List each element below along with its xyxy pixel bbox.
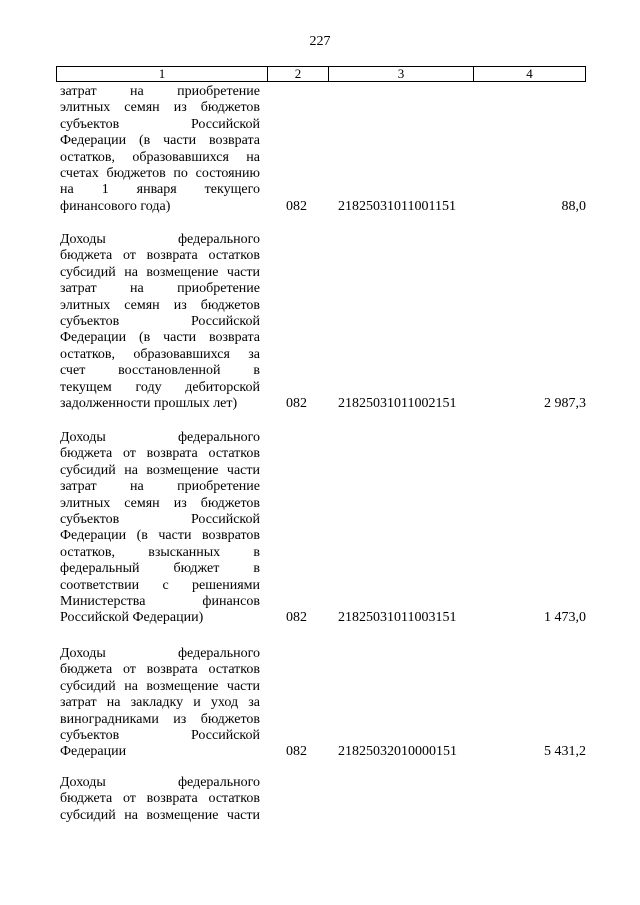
amount-value: 1 473,0 [544, 610, 586, 626]
description-line: виноградниками из бюджетов [60, 711, 260, 727]
description-line: субсидий на возмещение части [60, 264, 260, 280]
header-col-4: 4 [526, 66, 533, 81]
description-line: субсидий на возмещение части [60, 807, 260, 823]
description-line: затрат на приобретение [60, 479, 260, 495]
description-line: элитных семян из бюджетов [60, 297, 260, 313]
description-line: федеральный бюджет в [60, 561, 260, 577]
header-col-2: 2 [268, 67, 329, 81]
amount-value: 5 431,2 [544, 744, 586, 760]
revenue-description [60, 84, 260, 215]
description-line: бюджета от возврата остатков [60, 662, 260, 678]
description-line: бюджета от возврата остатков [60, 791, 260, 807]
revenue-description [60, 430, 260, 627]
budget-classification-code: 21825032010000151 [338, 744, 457, 760]
description-line: субъектов Российской [60, 728, 260, 744]
description-line: Министерства финансов [60, 594, 260, 610]
description-line: бюджета от возврата остатков [60, 248, 260, 264]
description-line: затрат на закладку и уход за [60, 695, 260, 711]
description-line: субсидий на возмещение части [60, 678, 260, 694]
amount-value: 2 987,3 [544, 396, 586, 412]
description-line: затрат на приобретение [60, 281, 260, 297]
page-number: 227 [309, 34, 331, 49]
description-line: финансового года) [60, 198, 171, 214]
table-header [56, 66, 586, 82]
description-line: Федерации (в части возврата [60, 133, 260, 149]
administrator-code: 082 [286, 610, 307, 626]
description-line: бюджета от возврата остатков [60, 446, 260, 462]
budget-classification-code: 21825031011001151 [338, 198, 456, 214]
table-row [60, 646, 586, 761]
description-line: Доходы федерального [60, 775, 260, 790]
description-line: элитных семян из бюджетов [60, 100, 260, 116]
description-line: Доходы федерального [60, 430, 260, 445]
revenue-description [60, 232, 260, 412]
description-line: текущем году дебиторской [60, 379, 260, 395]
table-row [60, 84, 586, 215]
description-line: субсидий на возмещение части [60, 462, 260, 478]
administrator-code: 082 [286, 198, 307, 214]
amount-value: 88,0 [561, 198, 586, 214]
description-line: Федерации (в части возврата [60, 330, 260, 346]
description-line: Доходы федерального [60, 646, 260, 661]
description-line: Федерации [60, 744, 127, 760]
description-line: счет восстановленной в [60, 363, 260, 379]
revenue-description [60, 775, 260, 824]
budget-classification-code: 21825031011003151 [338, 610, 457, 626]
revenue-description [60, 646, 260, 761]
description-line: затрат на приобретение [60, 84, 260, 99]
description-line: Российской Федерации) [60, 610, 204, 626]
description-line: элитных семян из бюджетов [60, 495, 260, 511]
budget-classification-code: 21825031011002151 [338, 396, 457, 412]
description-line: остатков, образовавшихся на [60, 149, 260, 165]
administrator-code: 082 [286, 396, 307, 412]
table-row [60, 775, 586, 824]
description-line: задолженности прошлых лет) [60, 396, 238, 412]
description-line: Федерации (в части возвратов [60, 528, 260, 544]
description-line: остатков, образовавшихся за [60, 346, 260, 362]
description-line: соответствии с решениями [60, 577, 260, 593]
table-row [60, 232, 586, 412]
description-line: счетах бюджетов по состоянию [60, 166, 260, 182]
description-line: субъектов Российской [60, 512, 260, 528]
description-line: Доходы федерального [60, 232, 260, 247]
description-line: на 1 января текущего [60, 182, 260, 198]
description-line: остатков, взысканных в [60, 544, 260, 560]
description-line: субъектов Российской [60, 116, 260, 132]
description-line: субъектов Российской [60, 314, 260, 330]
table-row [60, 430, 586, 627]
administrator-code: 082 [286, 744, 307, 760]
header-col-1: 1 [57, 67, 268, 81]
header-col-3: 3 [329, 67, 474, 81]
